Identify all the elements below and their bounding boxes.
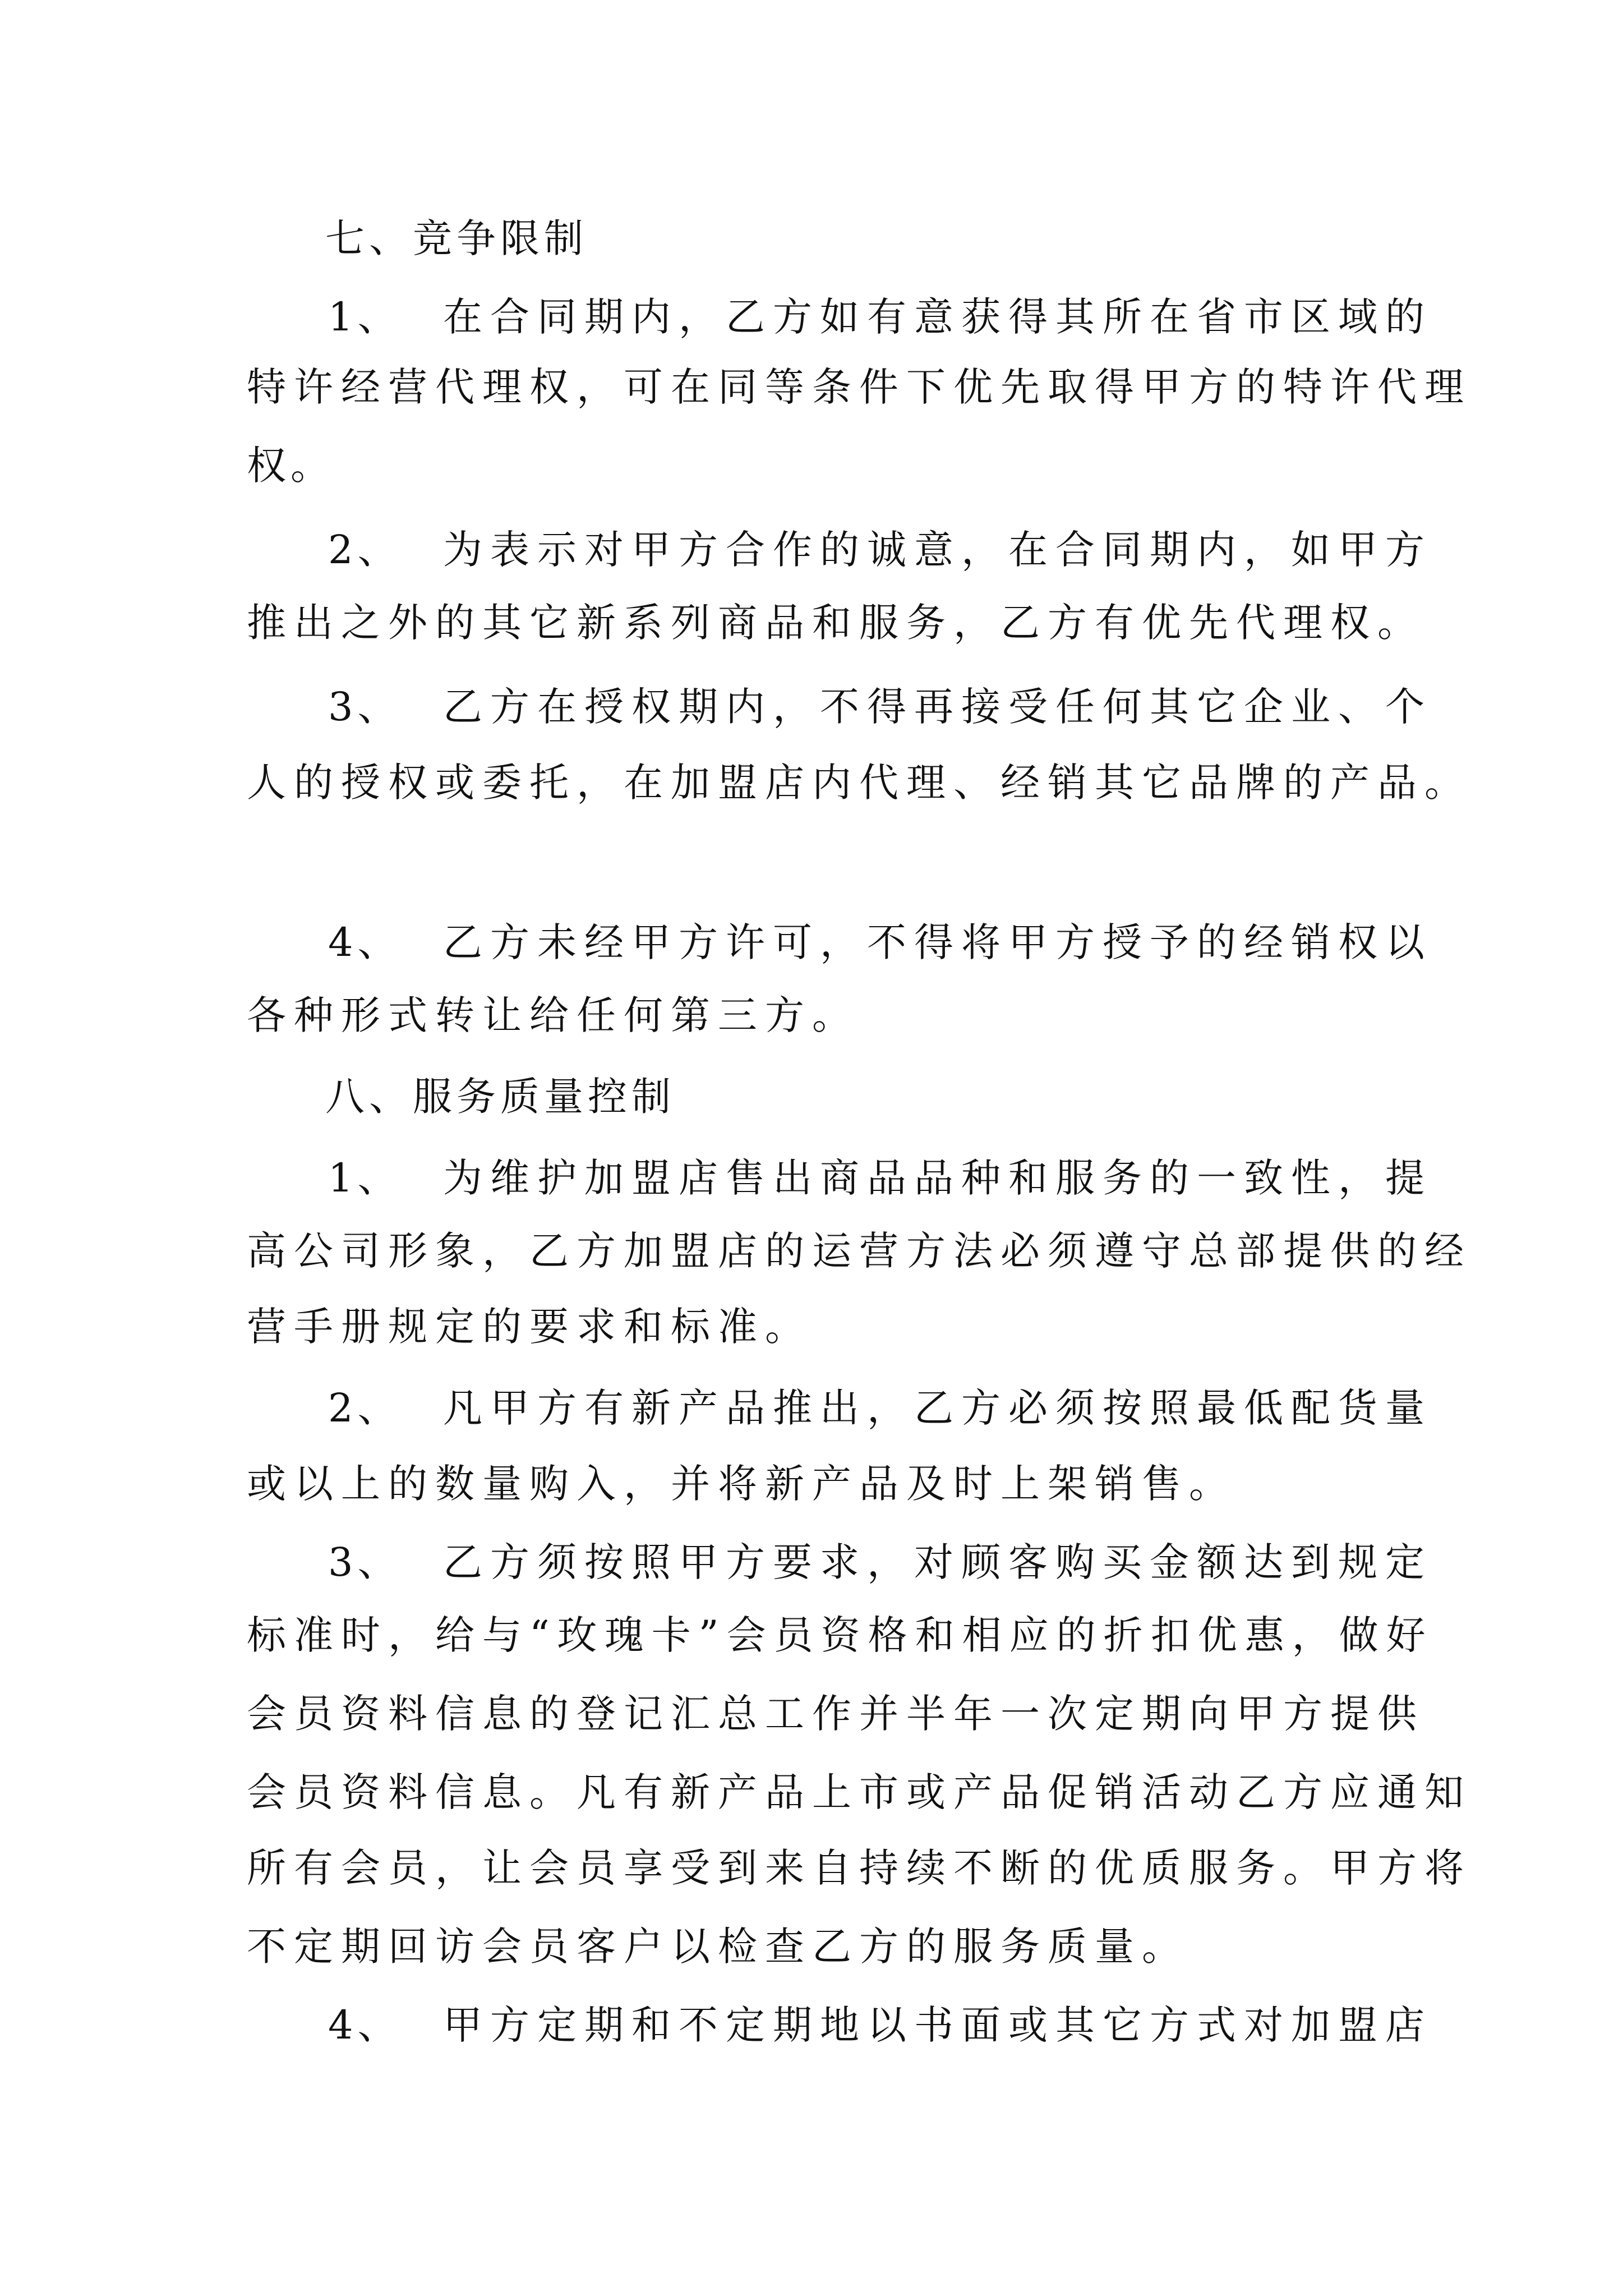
paragraph-line: 乙方未经甲方许可，不得将甲方授予的经销权以	[443, 919, 1432, 965]
paragraph-start	[328, 1150, 1432, 1206]
paragraph-start	[328, 679, 1432, 735]
paragraph-line: 权。	[247, 443, 334, 489]
item-number: 1、	[328, 1155, 402, 1201]
paragraph-line: 高公司形象，乙方加盟店的运营方法必须遵守总部提供的经	[247, 1228, 1472, 1274]
item-number: 3、	[328, 1539, 402, 1585]
paragraph-line: 各种形式转让给任何第三方。	[247, 992, 859, 1038]
item-number: 4、	[328, 2002, 402, 2048]
item-number: 3、	[328, 684, 402, 730]
paragraph-line: 为表示对甲方合作的诚意，在合同期内，如甲方	[443, 527, 1432, 573]
paragraph-start	[328, 289, 1432, 345]
paragraph-line: 不定期回访会员客户以检查乙方的服务质量。	[247, 1924, 1189, 1970]
paragraph-line: 乙方在授权期内，不得再接受任何其它企业、个	[443, 684, 1432, 730]
section-heading-quality: 八、服务质量控制	[325, 1074, 675, 1120]
paragraph-line: 会员资料信息。凡有新产品上市或产品促销活动乙方应通知	[247, 1769, 1472, 1815]
paragraph-line: 特许经营代理权，可在同等条件下优先取得甲方的特许代理	[247, 364, 1472, 410]
paragraph-line: 为维护加盟店售出商品品种和服务的一致性，提	[443, 1155, 1432, 1201]
paragraph-line: 营手册规定的要求和标准。	[247, 1304, 812, 1350]
paragraph-start	[328, 1534, 1432, 1590]
section-heading-competition: 七、竞争限制	[325, 215, 588, 261]
item-number: 1、	[328, 294, 402, 340]
paragraph-start	[328, 1380, 1432, 1436]
paragraph-line: 会员资料信息的登记汇总工作并半年一次定期向甲方提供	[247, 1691, 1424, 1737]
paragraph-line: 标准时，给与“玫瑰卡”会员资格和相应的折扣优惠，做好	[247, 1612, 1433, 1658]
paragraph-line: 所有会员，让会员享受到来自持续不断的优质服务。甲方将	[247, 1845, 1472, 1891]
item-number: 4、	[328, 919, 402, 965]
paragraph-line: 凡甲方有新产品推出，乙方必须按照最低配货量	[443, 1385, 1432, 1431]
paragraph-start	[328, 1997, 1432, 2053]
paragraph-line: 人的授权或委托，在加盟店内代理、经销其它品牌的产品。	[247, 760, 1472, 806]
paragraph-line: 甲方定期和不定期地以书面或其它方式对加盟店	[443, 2002, 1432, 2048]
paragraph-start	[328, 522, 1432, 578]
item-number: 2、	[328, 1385, 402, 1431]
paragraph-line: 或以上的数量购入，并将新产品及时上架销售。	[247, 1461, 1236, 1507]
paragraph-line: 推出之外的其它新系列商品和服务，乙方有优先代理权。	[247, 600, 1424, 646]
paragraph-line: 在合同期内，乙方如有意获得其所在省市区域的	[443, 294, 1432, 340]
paragraph-line: 乙方须按照甲方要求，对顾客购买金额达到规定	[443, 1539, 1432, 1585]
paragraph-start	[328, 914, 1432, 970]
item-number: 2、	[328, 527, 402, 573]
